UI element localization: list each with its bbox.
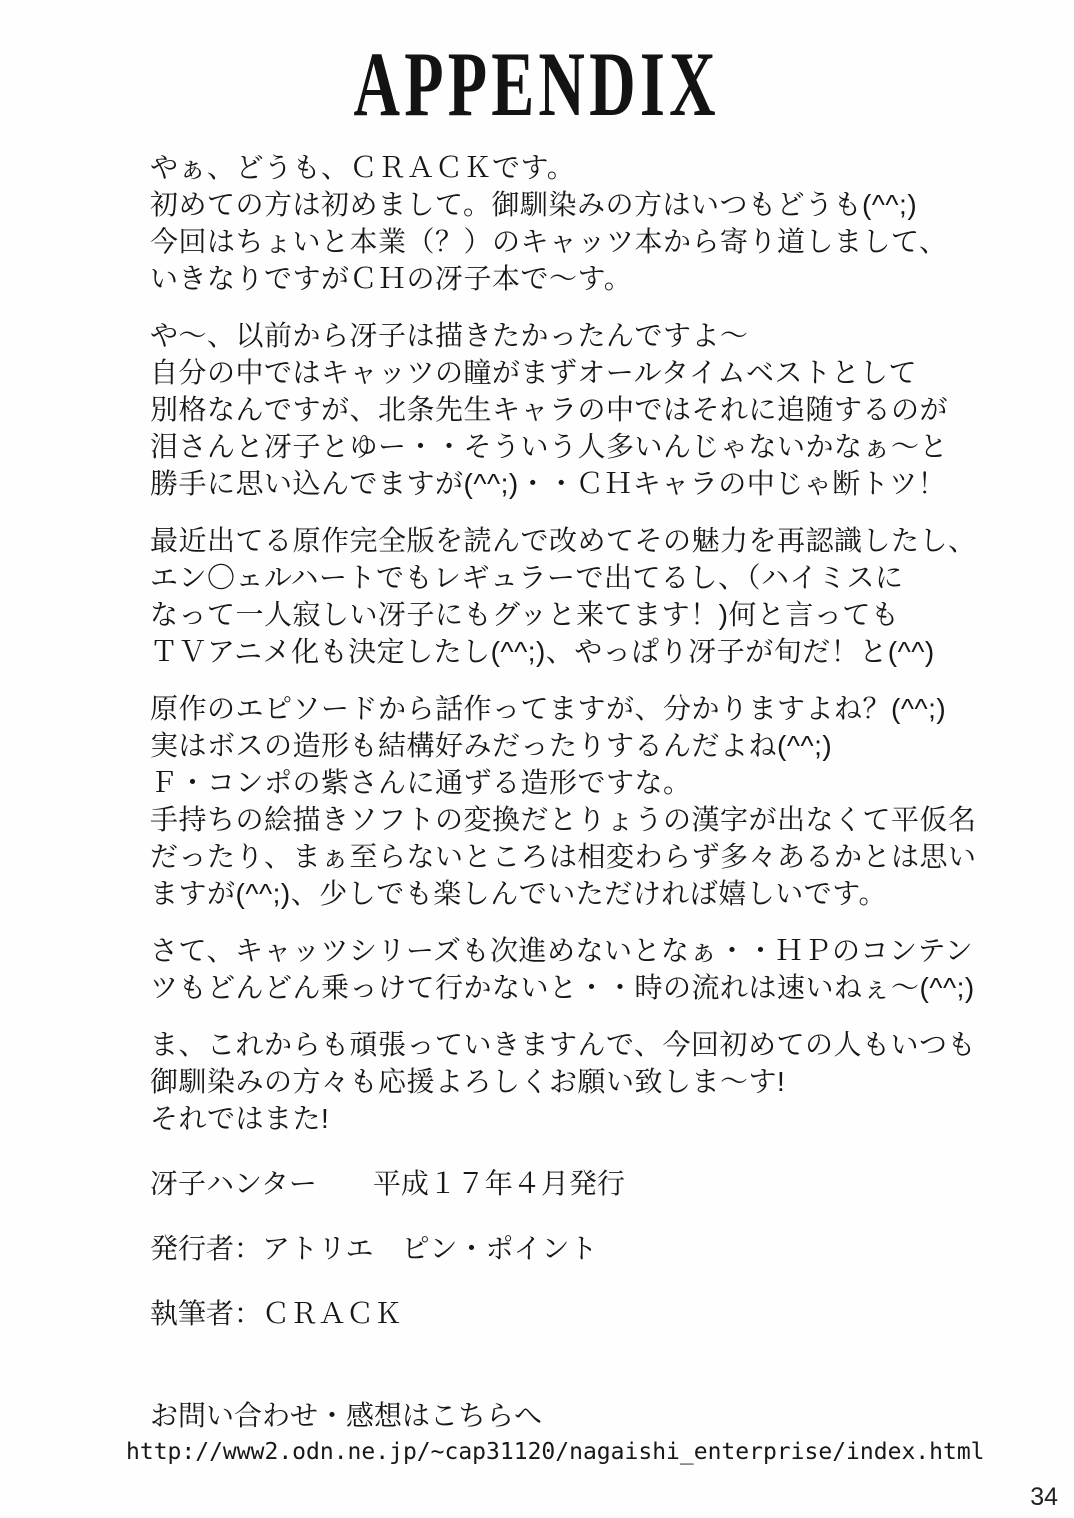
- text-line: 御馴染みの方々も応援よろしくお願い致しま～す!: [150, 1066, 786, 1098]
- text-line: さて、キャッツシリーズも次進めないとなぁ・・ＨＰのコンテン: [150, 935, 974, 967]
- page-title: APPENDIX: [353, 33, 721, 135]
- colophon: [150, 1165, 954, 1332]
- text-line: エン〇ェルハートでもレギュラーで出てるし、（ハイミスに: [150, 562, 904, 594]
- colophon-author-line: 執筆者：ＣＲＡＣＫ: [150, 1298, 403, 1330]
- paragraph: [150, 932, 975, 1006]
- text-line: 別格なんですが、北条先生キャラの中ではそれに追随するのが: [150, 394, 949, 426]
- paragraph: [150, 149, 954, 297]
- text-line: だったり、まぁ至らないところは相変わらず多々あるかとは思い: [150, 841, 977, 873]
- text-line: 泪さんと冴子とゆー・・そういう人多いんじゃないかなぁ～と: [150, 431, 949, 463]
- colophon-book-line: 冴子ハンター 平成１７年４月発行: [150, 1168, 625, 1200]
- text-line: 実はボスの造形も結構好みだったりするんだよね(^^;): [150, 730, 833, 762]
- text-line: Ｆ・コンポの紫さんに通ずる造形ですな。: [150, 767, 692, 799]
- text-line: 今回はちょいと本業（？）のキャッツ本から寄り道しまして、: [150, 226, 948, 258]
- contact-label: お問い合わせ・感想はこちらへ: [150, 1400, 543, 1432]
- text-line: ツもどんどん乗っけて行かないと・・時の流れは速いねぇ～(^^;): [150, 972, 975, 1004]
- contact-url: http://www2.odn.ne.jp/~cap31120/nagaishi_enterprise/index.html: [126, 1439, 985, 1466]
- text-line: 手持ちの絵描きソフトの変換だとりょうの漢字が出なくて平仮名: [150, 804, 977, 836]
- text-line: や～、以前から冴子は描きたかったんですよ～: [150, 320, 749, 352]
- text-line: 勝手に思い込んでますが(^^;)・・ＣＨキャラの中じゃ断トツ！: [150, 468, 947, 500]
- text-line: なって一人寂しい冴子にもグッと来てます！)何と言っても: [150, 599, 900, 631]
- contact-section: [126, 1397, 1074, 1471]
- text-line: 最近出てる原作完全版を読んで改めてその魅力を再認識したし、: [150, 525, 977, 557]
- text-line: ＴＶアニメ化も決定したし(^^;)、やっぱり冴子が旬だ！と(^^): [150, 636, 935, 668]
- text-line: ますが(^^;)、少しでも楽しんでいただければ嬉しいです。: [150, 878, 887, 910]
- text-line: やぁ、どうも、ＣＲＡＣＫです。: [150, 152, 576, 184]
- body-text: [150, 149, 977, 1137]
- text-line: 原作のエピソードから話作ってますが、分かりますよね？(^^;): [150, 693, 947, 725]
- colophon-publisher-line: 発行者：アトリエ ピン・ポイント: [150, 1233, 598, 1265]
- title-section: [0, 34, 1074, 135]
- paragraph: [150, 317, 954, 502]
- paragraph: [150, 522, 977, 670]
- paragraph: [150, 1026, 976, 1137]
- text-line: いきなりですがＣＨの冴子本で～す。: [150, 263, 633, 295]
- text-line: それではまた!: [150, 1103, 330, 1135]
- text-line: 初めての方は初めまして。御馴染みの方はいつもどうも(^^;): [150, 189, 918, 221]
- text-line: ま、これからも頑張っていきますんで、今回初めての人もいつも: [150, 1029, 976, 1061]
- page-number: 34: [1030, 1483, 1058, 1511]
- text-line: 自分の中ではキャッツの瞳がまずオールタイムベストとして: [150, 357, 917, 389]
- paragraph: [150, 690, 977, 912]
